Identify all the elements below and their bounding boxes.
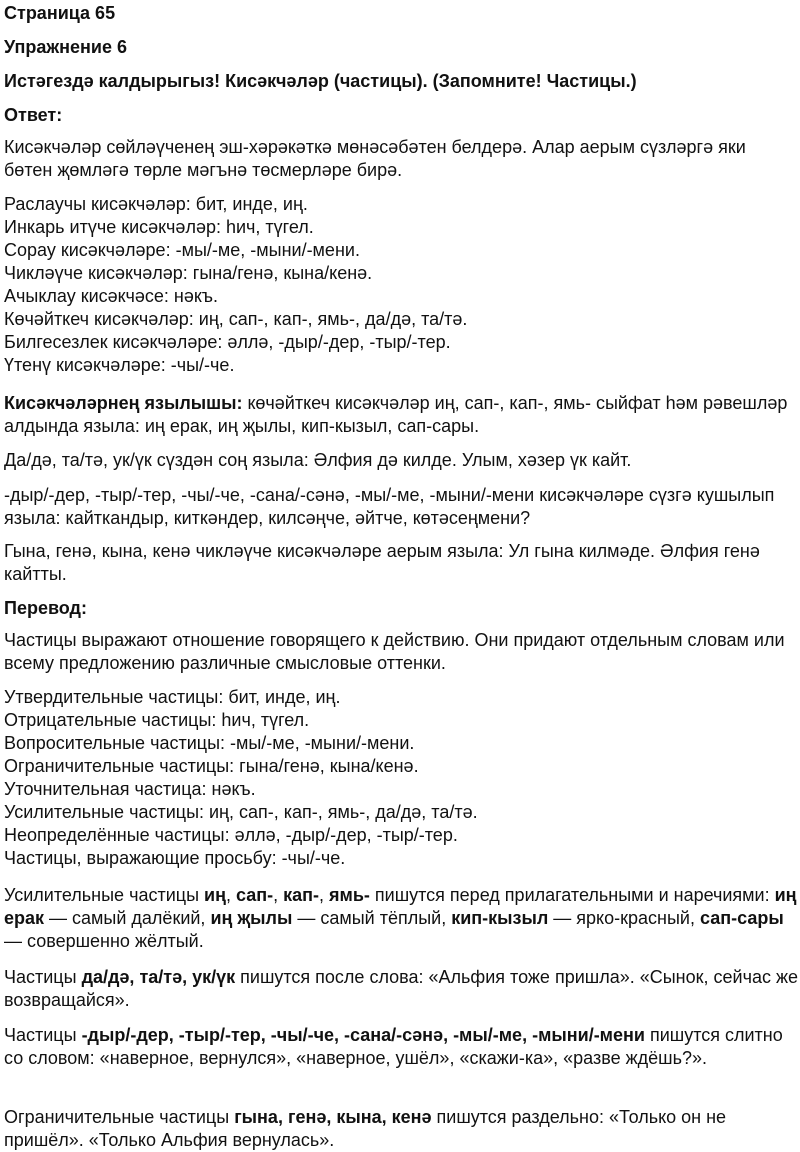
list-item: Билгесезлек кисәкчәләре: әллә, -дыр/-дер, -тыр/-тер. — [4, 332, 451, 352]
text-run: — самый далёкий, — [44, 908, 211, 928]
bold-run: кап- — [283, 885, 319, 905]
list-item: Утвердительные частицы: бит, инде, иң. — [4, 687, 341, 707]
list-item: Көчәйткеч кисәкчәләр: иң, сап-, кап-, ямь-, да/дә, та/тә. — [4, 309, 468, 329]
text-run: Частицы — [4, 1025, 82, 1045]
bold-run: кип-кызыл — [451, 908, 549, 928]
list-item: Ограничительные частицы: гына/генә, кына/кенә. — [4, 756, 419, 776]
translation-gyna-paragraph — [4, 1106, 798, 1152]
bold-run: ямь- — [329, 885, 370, 905]
translation-dyr-paragraph — [4, 1024, 798, 1070]
answer-intro: Кисәкчәләр сөйләүченең эш-хәрәкәткә мөнәсәбәтен белдерә. Алар аерым сүзләргә яки бөтен җөмләгә төрле мәгънә төсмерләре бирә. — [4, 137, 746, 180]
writing-text: көчәйткеч кисәкчәләр иң, сап-, кап-, ямь- сыйфат һәм рәвешләр алдында языла: иң ерак, иң җылы, кип-кызыл, сап-сары. — [4, 393, 788, 436]
answer-writing-paragraph — [4, 392, 798, 438]
text-run: пишутся перед прилагательными и наречиями: — [369, 885, 775, 905]
list-item: Уточнительная частица: нәкъ. — [4, 779, 256, 799]
list-item: Усилительные частицы: иң, сап-, кап-, ямь-, да/дә, та/тә. — [4, 802, 478, 822]
text-run: Частицы — [4, 967, 82, 987]
list-item: Сорау кисәкчәләре: -мы/-ме, -мыни/-мени. — [4, 240, 360, 260]
translation-heading: Перевод: — [4, 598, 87, 618]
bold-run: да/дә, та/тә, ук/үк — [81, 967, 236, 987]
text-run: — совершенно жёлтый. — [4, 931, 204, 951]
text-run: , — [318, 885, 329, 905]
text-run: пишутся после слова: «Альфия тоже пришла». «Сынок, сейчас же возвращайся». — [4, 967, 799, 1010]
list-item: Вопросительные частицы: -мы/-ме, -мыни/-мени. — [4, 733, 415, 753]
answer-particle-list — [4, 193, 796, 377]
answer-gyna-paragraph: Гына, генә, кына, кенә чикләүче кисәкчәләре аерым языла: Ул гына килмәде. Әлфия генә кайтты. — [4, 541, 760, 584]
list-item: Частицы, выражающие просьбу: -чы/-че. — [4, 848, 346, 868]
text-run: пишутся раздельно: «Только он не пришёл». «Только Альфия вернулась». — [4, 1107, 727, 1150]
list-item: Раслаучы кисәкчәләр: бит, инде, иң. — [4, 194, 308, 214]
answer-da-paragraph: Да/дә, та/тә, ук/үк сүздән соң языла: Әлфия дә килде. Улым, хәзер үк кайт. — [4, 450, 632, 470]
list-item: Ачыклау кисәкчәсе: нәкъ. — [4, 286, 219, 306]
page-title: Страница 65 — [4, 3, 116, 23]
answer-dyr-paragraph: -дыр/-дер, -тыр/-тер, -чы/-че, -сана/-сәнә, -мы/-ме, -мыни/-мени кисәкчәләре сүзгә кушылып языла: кайткандыр, киткәндер, килсәңче, әйтче, көтәсеңмени? — [4, 485, 775, 528]
bold-run: иң ерак — [4, 885, 797, 928]
text-run: Ограничительные частицы — [4, 1107, 235, 1127]
text-run: — самый тёплый, — [292, 908, 452, 928]
list-item: Отрицательные частицы: һич, түгел. — [4, 710, 310, 730]
bold-run: -дыр/-дер, -тыр/-тер, -чы/-че, -сана/-сәнә, -мы/-ме, -мыни/-мени — [81, 1025, 645, 1045]
text-run: Усилительные частицы — [4, 885, 205, 905]
bold-run: иң җылы — [210, 908, 293, 928]
task-title: Истәгездә калдырыгыз! Кисәкчәләр (частицы). (Запомните! Частицы.) — [4, 71, 637, 91]
text-run: , — [273, 885, 284, 905]
bold-run: сап-сары — [699, 908, 784, 928]
bold-run: сап- — [235, 885, 274, 905]
writing-heading: Кисәкчәләрнең язылышы: — [4, 393, 243, 413]
translation-usil-paragraph — [4, 884, 798, 953]
exercise-title: Упражнение 6 — [4, 37, 127, 57]
bold-run: иң — [204, 885, 226, 905]
translation-da-paragraph — [4, 966, 798, 1012]
text-run: , — [225, 885, 236, 905]
bold-run: гына, генә, кына, кенә — [234, 1107, 432, 1127]
list-item: Неопределённые частицы: әллә, -дыр/-дер, -тыр/-тер. — [4, 825, 458, 845]
answer-heading: Ответ: — [4, 105, 63, 125]
translation-particle-list — [4, 686, 796, 870]
text-run: пишутся слитно со словом: «наверное, вернулся», «наверное, ушёл», «скажи-ка», «разве ждёшь?». — [4, 1025, 783, 1068]
list-item: Инкарь итүче кисәкчәләр: һич, түгел. — [4, 217, 314, 237]
list-item: Чикләүче кисәкчәләр: гына/генә, кына/кенә. — [4, 263, 373, 283]
list-item: Үтенү кисәкчәләре: -чы/-че. — [4, 355, 235, 375]
translation-intro: Частицы выражают отношение говорящего к действию. Они придают отдельным словам или всему предложению различные смысловые оттенки. — [4, 630, 785, 673]
text-run: — ярко-красный, — [548, 908, 700, 928]
